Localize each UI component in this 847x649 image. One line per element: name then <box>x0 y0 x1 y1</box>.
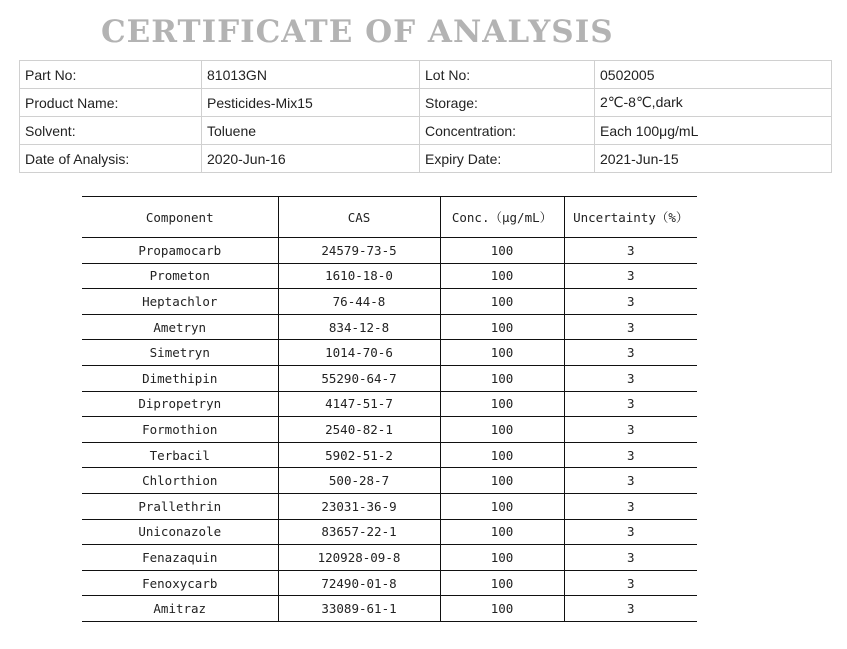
table-row <box>82 289 697 315</box>
component-name: Heptachlor <box>82 289 278 315</box>
component-name: Amitraz <box>82 596 278 622</box>
cas-number: 2540-82-1 <box>278 417 440 443</box>
table-row <box>82 365 697 391</box>
cas-number: 120928-09-8 <box>278 545 440 571</box>
concentration-value: 100 <box>440 519 564 545</box>
component-name: Dipropetryn <box>82 391 278 417</box>
date-of-analysis-value: 2020-Jun-16 <box>202 145 420 173</box>
table-row <box>82 468 697 494</box>
component-name: Prallethrin <box>82 493 278 519</box>
info-table <box>19 60 832 173</box>
table-row <box>82 263 697 289</box>
lot-no-label: Lot No: <box>420 61 595 89</box>
info-row <box>20 117 832 145</box>
uncertainty-value: 3 <box>564 570 697 596</box>
cas-number: 500-28-7 <box>278 468 440 494</box>
components-header-row <box>82 197 697 238</box>
components-table <box>82 196 697 622</box>
uncertainty-value: 3 <box>564 238 697 264</box>
uncertainty-value: 3 <box>564 314 697 340</box>
table-row <box>82 545 697 571</box>
cas-number: 4147-51-7 <box>278 391 440 417</box>
cas-number: 5902-51-2 <box>278 442 440 468</box>
table-row <box>82 314 697 340</box>
concentration-value: 100 <box>440 570 564 596</box>
concentration-value: 100 <box>440 365 564 391</box>
concentration-value: 100 <box>440 391 564 417</box>
component-name: Prometon <box>82 263 278 289</box>
uncertainty-header: Uncertainty（%） <box>564 197 697 238</box>
uncertainty-value: 3 <box>564 519 697 545</box>
component-name: Dimethipin <box>82 365 278 391</box>
component-name: Simetryn <box>82 340 278 366</box>
conc-header: Conc.（μg/mL） <box>440 197 564 238</box>
product-name-value: Pesticides-Mix15 <box>202 89 420 117</box>
component-name: Formothion <box>82 417 278 443</box>
component-header: Component <box>82 197 278 238</box>
page-title: CERTIFICATE OF ANALYSIS <box>101 14 614 50</box>
concentration-value: 100 <box>440 263 564 289</box>
part-no-value: 81013GN <box>202 61 420 89</box>
cas-number: 33089-61-1 <box>278 596 440 622</box>
info-row <box>20 61 832 89</box>
table-row <box>82 596 697 622</box>
component-name: Fenoxycarb <box>82 570 278 596</box>
component-name: Fenazaquin <box>82 545 278 571</box>
concentration-value: 100 <box>440 468 564 494</box>
solvent-value: Toluene <box>202 117 420 145</box>
table-row <box>82 391 697 417</box>
cas-number: 1014-70-6 <box>278 340 440 366</box>
table-row <box>82 417 697 443</box>
component-name: Uniconazole <box>82 519 278 545</box>
uncertainty-value: 3 <box>564 365 697 391</box>
cas-number: 83657-22-1 <box>278 519 440 545</box>
concentration-value: 100 <box>440 417 564 443</box>
component-name: Ametryn <box>82 314 278 340</box>
concentration-value: 100 <box>440 545 564 571</box>
uncertainty-value: 3 <box>564 417 697 443</box>
concentration-label: Concentration: <box>420 117 595 145</box>
component-name: Propamocarb <box>82 238 278 264</box>
component-name: Chlorthion <box>82 468 278 494</box>
component-name: Terbacil <box>82 442 278 468</box>
components-body <box>82 238 697 622</box>
table-row <box>82 340 697 366</box>
uncertainty-value: 3 <box>564 545 697 571</box>
date-of-analysis-label: Date of Analysis: <box>20 145 202 173</box>
concentration-value: 100 <box>440 493 564 519</box>
concentration-value: 100 <box>440 314 564 340</box>
storage-value: 2℃-8℃,dark <box>595 89 832 117</box>
concentration-value: Each 100μg/mL <box>595 117 832 145</box>
cas-header: CAS <box>278 197 440 238</box>
cas-number: 1610-18-0 <box>278 263 440 289</box>
uncertainty-value: 3 <box>564 493 697 519</box>
uncertainty-value: 3 <box>564 442 697 468</box>
cas-number: 834-12-8 <box>278 314 440 340</box>
concentration-value: 100 <box>440 289 564 315</box>
cas-number: 55290-64-7 <box>278 365 440 391</box>
uncertainty-value: 3 <box>564 263 697 289</box>
concentration-value: 100 <box>440 442 564 468</box>
uncertainty-value: 3 <box>564 289 697 315</box>
cas-number: 23031-36-9 <box>278 493 440 519</box>
uncertainty-value: 3 <box>564 391 697 417</box>
concentration-value: 100 <box>440 596 564 622</box>
uncertainty-value: 3 <box>564 468 697 494</box>
table-row <box>82 519 697 545</box>
cas-number: 24579-73-5 <box>278 238 440 264</box>
expiry-date-label: Expiry Date: <box>420 145 595 173</box>
storage-label: Storage: <box>420 89 595 117</box>
uncertainty-value: 3 <box>564 596 697 622</box>
part-no-label: Part No: <box>20 61 202 89</box>
table-row <box>82 493 697 519</box>
uncertainty-value: 3 <box>564 340 697 366</box>
table-row <box>82 570 697 596</box>
cas-number: 76-44-8 <box>278 289 440 315</box>
concentration-value: 100 <box>440 340 564 366</box>
expiry-date-value: 2021-Jun-15 <box>595 145 832 173</box>
cas-number: 72490-01-8 <box>278 570 440 596</box>
info-row <box>20 89 832 117</box>
table-row <box>82 238 697 264</box>
concentration-value: 100 <box>440 238 564 264</box>
table-row <box>82 442 697 468</box>
info-row <box>20 145 832 173</box>
solvent-label: Solvent: <box>20 117 202 145</box>
product-name-label: Product Name: <box>20 89 202 117</box>
lot-no-value: 0502005 <box>595 61 832 89</box>
